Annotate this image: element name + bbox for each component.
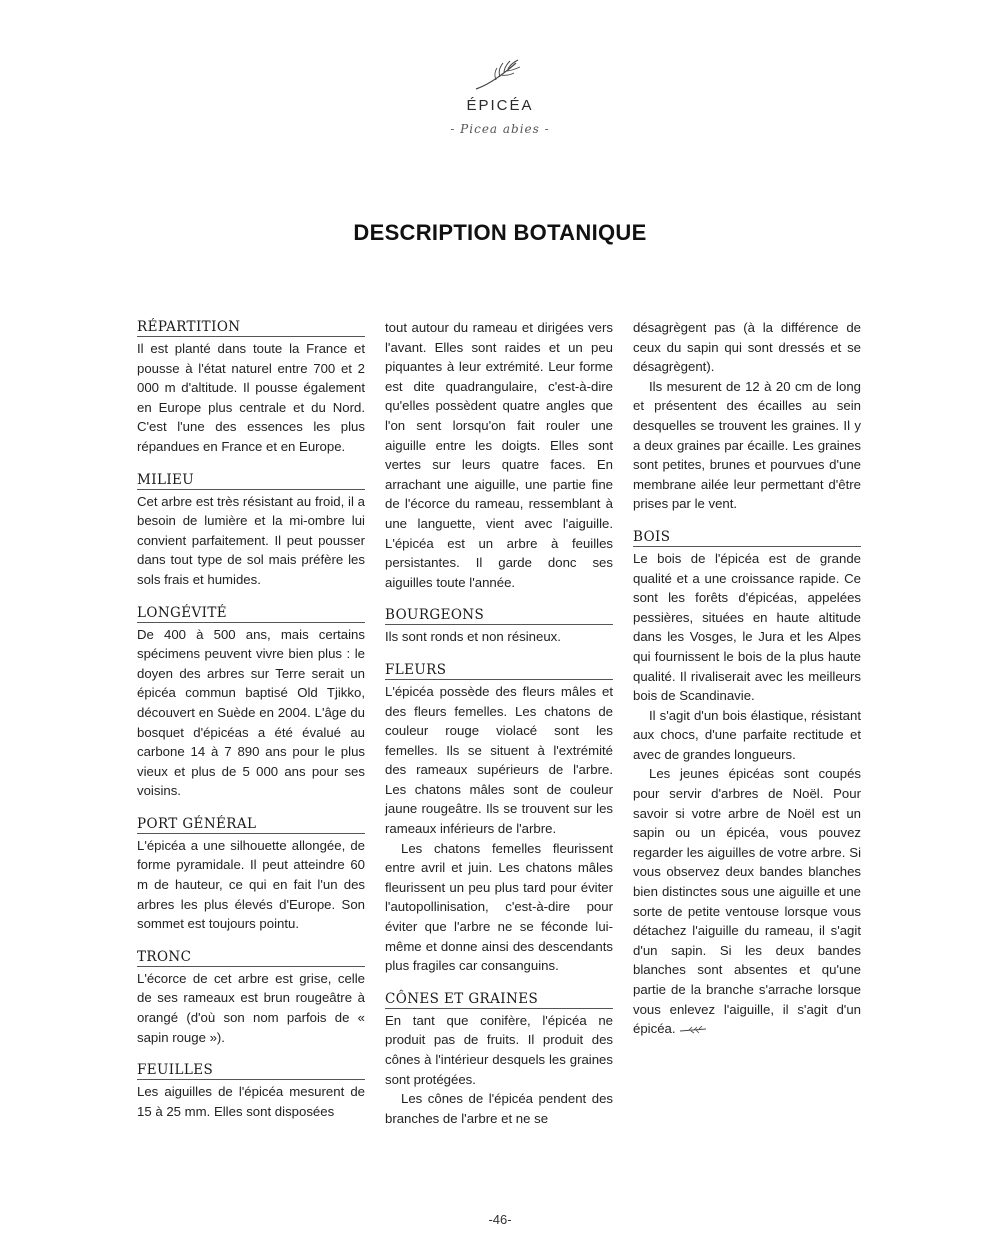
paragraph: Cet arbre est très résistant au froid, il a besoin de lumière et la mi-ombre lui convient parfaitement. Il peut pousser dans tout type de sol mais préfère les sols frais et humides. [137,493,365,587]
paragraph: Il s'agit d'un bois élastique, résistant aux chocs, d'une parfaite rectitude et avec de grandes longueurs. [633,707,861,762]
section-repartition [137,318,365,457]
header-title: ÉPICÉA [466,97,534,114]
section-milieu [137,471,365,590]
paragraph: Le bois de l'épicéa est de grande qualité et a une croissance rapide. Ce sont les forêts d'épicéas, appelées pessières, situées en haute altitude dans les Vosges, le Jura et les Alpes qui fournissent le bois de la plus haute qualité. Il rivaliserait avec les meilleurs bois de Scandinavie. [633,550,861,704]
section-heading: FLEURS [385,661,613,680]
paragraph [633,764,861,1038]
section-heading: MILIEU [137,471,365,490]
page-header [0,55,1000,136]
text-column-2 [385,318,613,1142]
section-bourgeons [385,606,613,647]
paragraph: De 400 à 500 ans, mais certains spécimens peuvent vivre bien plus : le doyen des arbres sur Terre serait un épicéa commun baptisé Old Tjikko, découvert en Suède en 2004. L'âge du bosquet d'épicéas a été évalué au carbone 14 à 7 890 ans pour le plus vieux et plus de 5 000 ans pour ses voisins. [137,626,365,799]
section-heading: TRONC [137,948,365,967]
text-column-3 [633,318,861,1053]
fir-branch-icon [470,55,530,93]
section-heading: BOIS [633,528,861,547]
paragraph: Les chatons femelles fleurissent entre avril et juin. Les chatons mâles fleurissent un peu plus tard pour éviter l'autopollinisation, c'est-à-dire pour éviter que l'arbre ne se féconde lui-même et donne ainsi des descendants plus fragiles car consanguins. [385,840,613,974]
section-longevite [137,604,365,801]
paragraph-text: Les jeunes épicéas sont coupés pour servir d'arbres de Noël. Pour savoir si votre arbre de Noël est un sapin ou un épicéa, vous pouvez regarder les aiguilles de votre arbre. Si vous observez deux bandes blanches bien distinctes sous une aiguille et une sorte de petite ventouse lorsque vous détachez l'aiguille du rameau, il s'agit d'un sapin. Si les deux bandes blanches sont absentes et qu'une partie de la branche s'arrache lorsque vous enlevez l'aiguille, il s'agit d'un épicéa. [633,766,861,1037]
text-column-1 [137,318,365,1135]
paragraph: désagrègent pas (à la différence de ceux du sapin qui sont dressés et se désagrègent). [633,320,861,375]
paragraph: Les cônes de l'épicéa pendent des branches de l'arbre et ne se [385,1091,613,1126]
section-cones-continued [633,318,861,514]
paragraph: Il est planté dans toute la France et pousse à l'état naturel entre 700 et 2 000 m d'altitude. Il pousse également en Europe plus centrale et du Nord. C'est l'une des essences les plus répandues en France et en Europe. [137,341,365,454]
section-heading: PORT GÉNÉRAL [137,815,365,834]
section-heading: RÉPARTITION [137,318,365,337]
section-heading: CÔNES ET GRAINES [385,990,613,1009]
section-feuilles-continued [385,318,613,592]
paragraph: L'épicéa a une silhouette allongée, de forme pyramidale. Il peut atteindre 60 m de hauteur, ce qui en fait l'un des arbres les plus élevés d'Europe. Son sommet est toujours pointu. [137,837,365,932]
section-feuilles [137,1061,365,1121]
section-port-general [137,815,365,934]
section-bois [633,528,861,1039]
paragraph: Ils sont ronds et non résineux. [385,629,561,645]
section-cones-et-graines [385,990,613,1129]
section-heading: FEUILLES [137,1061,365,1080]
branch-end-mark-icon [679,1026,707,1034]
paragraph: Ils mesurent de 12 à 20 cm de long et présentent des écailles au sein desquelles se trouvent les graines. Il y a deux graines par écaille. Les graines sont petites, brunes et pourvues d'une membrane ailée leur permettant d'être prises par le vent. [633,378,861,512]
paragraph: L'épicéa possède des fleurs mâles et des fleurs femelles. Les chatons de couleur rouge violacé sont les femelles. Ils se situent à l'extrémité des rameaux supérieurs de l'arbre. Les chatons mâles sont de couleur jaune rougeâtre. Ils se trouvent sur les rameaux inférieurs de l'arbre. [385,683,613,837]
section-heading: LONGÉVITÉ [137,604,365,623]
paragraph: L'écorce de cet arbre est grise, celle de ses rameaux est brun rougeâtre à orangé (d'où son nom parfois de « sapin rouge »). [137,970,365,1045]
page-title: DESCRIPTION BOTANIQUE [353,220,647,245]
paragraph: En tant que conifère, l'épicéa ne produit pas de fruits. Il produit des cônes à l'intérieur desquels les graines sont protégées. [385,1012,613,1087]
section-tronc [137,948,365,1047]
header-subtitle: - Picea abies - [450,122,550,136]
section-fleurs [385,661,613,976]
section-heading: BOURGEONS [385,606,613,625]
paragraph: tout autour du rameau et dirigées vers l'avant. Elles sont raides et un peu piquantes à leur extrémité. Leur forme est dite quadrangulaire, c'est-à-dire qu'elles possèdent quatre angles que l'on sent lorsqu'on fait rouler une aiguille entre les doigts. Elles sont vertes sur leurs quatre faces. En arrachant une aiguille, une partie fine de l'écorce du rameau, ressemblant à une languette, vient avec l'aiguille. L'épicéa est un arbre à feuilles persistantes. Il garde donc ses aiguilles toute l'année. [385,320,613,590]
page-number: -46- [488,1212,512,1227]
paragraph: Les aiguilles de l'épicéa mesurent de 15 à 25 mm. Elles sont disposées [137,1084,365,1119]
